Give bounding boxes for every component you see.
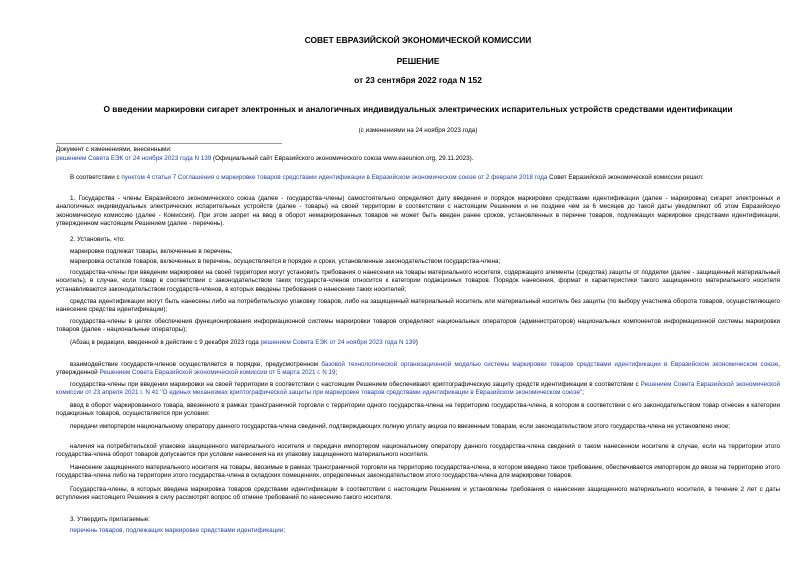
p2f-text-3: ; <box>335 369 338 377</box>
separator-rule <box>56 143 282 144</box>
changes-link[interactable]: решением Совета ЕЭК от 24 ноября 2023 года N 139 <box>56 155 212 162</box>
paragraph-2e: государства-члены в целях обеспечения функционирования информационной системы маркировки товаров определяют национальных операторов (администраторов) национальных компонентов информационной системы маркировки товаров (далее - национальные операторы); <box>56 318 780 334</box>
paragraph-2g <box>56 381 780 398</box>
edit-note-link[interactable]: решением Совета ЕЭК от 24 ноября 2023 года N 139 <box>260 339 416 346</box>
paragraph-2a: маркировке подлежат товары, включенные в перечень; <box>70 248 233 255</box>
agreement-link[interactable]: пунктом 4 статьи 7 Соглашения о маркировке товаров средствами идентификации в Евразийском экономическом союзе от 2 февраля 2018 года <box>121 174 548 181</box>
intro-text-2: Совет Евразийской экономической комиссии решил: <box>547 174 704 181</box>
p2g-text-2: ; <box>582 389 584 397</box>
paragraph-1: 1. Государства - члены Евразийского экономического союза (далее - государства-члены) самостоятельно определяют дату введения и порядок маркировки средствами идентификации (далее - маркировка) сигарет электронных и аналогичных индивидуальных электрических испарительных устройств (далее - товары) на своей территории в соответствии с настоящим Решением и не позднее чем за 6 месяцев до такой даты уведомляют об этом Евразийскую экономическую комиссию (далее - Комиссия). При этом запрет на ввод в оборот немаркированных товаров не может быть введен ранее сроков, установленных в перечне товаров, подлежащих маркировке средствами идентификации, утвержденном настоящим Решением (далее - перечень). <box>56 195 780 227</box>
paragraph-3: 3. Утвердить прилагаемые: <box>70 516 150 523</box>
document-page <box>56 0 780 571</box>
changes-line <box>56 155 780 163</box>
paragraph-2b: маркировка остатков товаров, включенных в перечень, осуществляется в порядке и сроки, установленные законодательством государства-члена; <box>70 258 501 265</box>
decision-19-link[interactable]: Решением Совета Евразийской экономической комиссии от 5 марта 2021 г. N 19 <box>99 369 336 377</box>
paragraph-3a <box>56 527 780 535</box>
changes-label: Документ с изменениями, внесенными: <box>56 146 172 153</box>
paragraph-2j: наличия на потребительской упаковке защищенного материального носителя и передачи импортером национальному оператору данного государства-члена сведений о таком нанесенном носителе в случае, если на территории этого государства-члена оборот товаров допускается при условии нанесения на их упаковку защищенного материального носителя. <box>56 443 780 459</box>
paragraph-2c: государства-члены при введении маркировки на своей территории могут установить требования о нанесении на товары материального носителя, содержащего элементы (средства) защиты от подделки (далее - защищенный материальный носитель), в случае, если товар в соответствии с законодательством таких государств-членов относится к категории подакцизных товаров. Порядок нанесения, формат и характеристики такого защищенного материального носителя устанавливаются законодательством государств-членов, в которых введены требования о нанесении таких носителей; <box>56 269 780 293</box>
org-name: СОВЕТ ЕВРАЗИЙСКОЙ ЭКОНОМИЧЕСКОЙ КОМИССИИ <box>304 35 532 45</box>
paragraph-2k: Нанесение защищенного материального носителя на товары, ввозимые в рамках трансграничной торговли на территорию государства-члена, в котором введено такое требование, обеспечивается импортером до ввоза на территорию этого государства-члена либо на территории этого государства-члена в складских помещениях, определенных законодательством этого государства-члена для маркировки товаров. <box>56 464 780 480</box>
p2f-text-1: взаимодействие государств-членов осуществляется в порядке, предусмотренном <box>70 361 322 368</box>
p2g-text-1: государства-члены при введении маркировки на своей территории в соответствии с настоящим Решением обеспечивают криптографическую защиту средств идентификации в соответствии с <box>70 381 641 388</box>
paragraph-2f <box>56 361 780 378</box>
paragraph-2d: средства идентификации могут быть нанесены либо на потребительскую упаковку товаров, либо на защищенный материальный носитель или материальный носитель без защиты (по выбору участника оборота товаров, осуществляющего нанесение средства идентификации); <box>56 298 780 314</box>
edit-note <box>56 339 780 347</box>
edit-note-end: ) <box>415 339 418 346</box>
intro-paragraph <box>56 174 780 182</box>
paragraph-2l: Государства-члены, в которых введена маркировка товаров средствами идентификации в соответствии с настоящим Решением и установлены требования о нанесении защищенного материального носителя, в течение 2 лет с даты вступления настоящего Решения в силу рассмотрят вопрос об отмене требований по нанесению такого носителя. <box>56 486 780 502</box>
p3-end: ; <box>283 527 285 534</box>
goods-list-link[interactable]: перечень товаров, подлежащих маркировке средствами идентификации <box>70 527 284 534</box>
edit-note-text: (Абзац в редакции, введенной в действие с 9 декабря 2023 года <box>70 339 261 346</box>
decision-41-link[interactable]: Решением Совета Евразийской экономической комиссии от 23 апреля 2021 г. N 41 "О единых механизмах криптографической защиты при маркировке товаров средствами идентификации в Евразийском экономическом союзе" <box>56 381 781 397</box>
doc-date-number: от 23 сентября 2022 года N 152 <box>354 75 482 85</box>
p2f-text-2: , утвержденной <box>56 361 781 377</box>
changes-source: (Официальный сайт Евразийского экономического союза www.eaeunion.org, 29.11.2023). <box>211 155 474 162</box>
intro-text-1: В соответствии с <box>70 174 122 181</box>
doc-type: РЕШЕНИЕ <box>396 56 440 66</box>
paragraph-2h: ввод в оборот маркированного товара, ввезенного в рамках трансграничной торговли с территории одного государства-члена на территорию государства-члена, в котором в соответствии с его законодательством товар отнесен к категории подакцизных товаров, осуществляется при условии: <box>56 402 780 418</box>
paragraph-2: 2. Установить, что: <box>70 236 125 243</box>
doc-title: О введении маркировки сигарет электронных и аналогичных индивидуальных электрических испарительных устройств средствами идентификации <box>103 104 733 114</box>
base-model-link[interactable]: базовой технологической организационной моделью системы маркировки товаров средствами идентификации в Евразийском экономическом союзе <box>321 361 779 368</box>
amended-note: (с изменениями на 24 ноября 2023 года) <box>358 127 478 134</box>
paragraph-2i: передачи импортером национальному оператору данного государства-члена сведений, подтверждающих полную уплату акциза по ввезенным товарам, если законодательством этого государства-члена не установлено иное; <box>70 423 730 430</box>
